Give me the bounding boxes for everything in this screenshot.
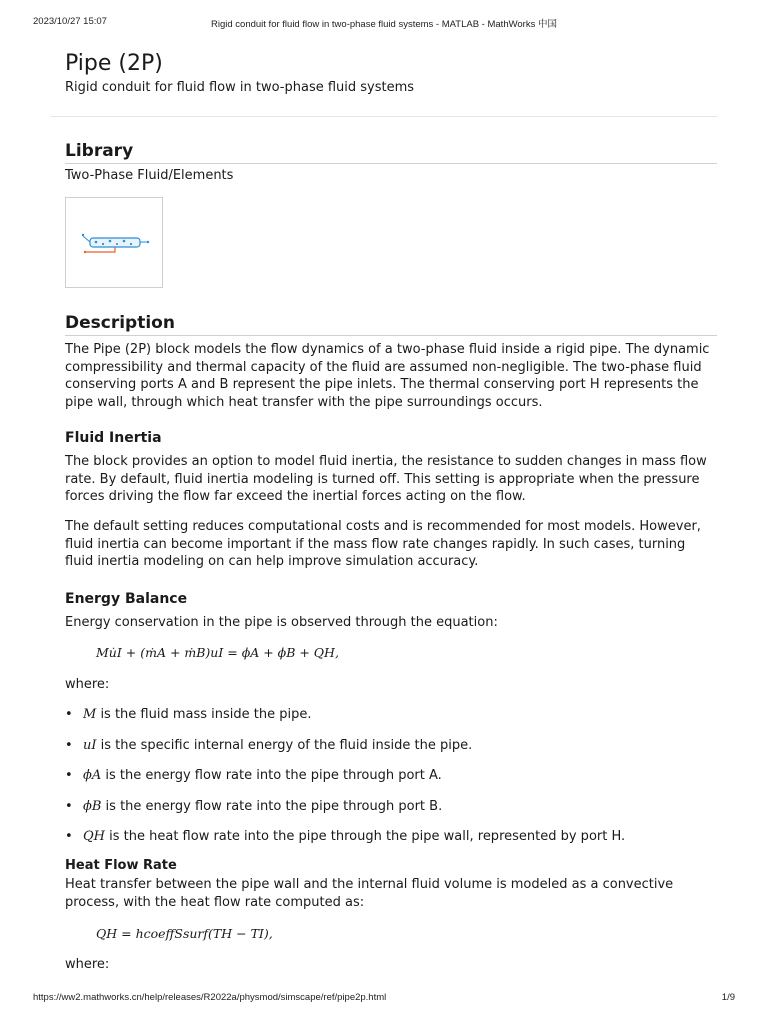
pipe-2p-block-icon: [66, 198, 162, 287]
library-section: [65, 140, 717, 183]
variable-symbol: uI: [83, 737, 97, 753]
title-divider: [50, 116, 718, 117]
variable-list: [65, 706, 717, 859]
variable-definition: is the heat flow rate into the pipe through the pipe wall, represented by port H.: [105, 829, 626, 845]
page-title-block: [65, 50, 717, 97]
variable-definition: is the energy flow rate into the pipe through port A.: [101, 768, 442, 784]
page-number: 1/9: [721, 992, 735, 1003]
print-header: [33, 16, 735, 30]
energy-balance-heading: Energy Balance: [65, 591, 188, 607]
fluid-inertia-paragraph-2: The default setting reduces computational costs and is recommended for most models. However, fluid inertia can become important if the mass flow rate changes rapidly. In such cases, turning fluid inertia modeling on can help improve simulation accuracy.: [65, 519, 701, 569]
page-title: Pipe (2P): [65, 51, 163, 76]
list-item: • QH is the heat flow rate into the pipe through the pipe wall, represented by port H.: [65, 829, 626, 845]
list-item: • ϕB is the energy flow rate into the pipe through port B.: [65, 798, 443, 814]
energy-balance-equation: Mu̇I + (ṁA + ṁB)uI = ϕA + ϕB + QH,: [96, 645, 339, 660]
energy-balance-intro: Energy conservation in the pipe is observed through the equation:: [65, 615, 498, 630]
where-label: where:: [65, 957, 110, 972]
list-item: • ϕA is the energy flow rate into the pipe through port A.: [65, 768, 442, 784]
list-item: • M is the fluid mass inside the pipe.: [65, 707, 312, 722]
heat-flow-rate-heading: Heat Flow Rate: [65, 858, 177, 873]
variable-symbol: ϕA: [83, 768, 102, 784]
fluid-inertia-paragraph-1: The block provides an option to model fluid inertia, the resistance to sudden changes in mass flow rate. By default, fluid inertia modeling is turned off. This setting is appropriate when the pressure forces driving the flow far exceed the inertial forces acting on the flow.: [65, 454, 707, 504]
fluid-inertia-heading: Fluid Inertia: [65, 430, 162, 446]
page-url: https://ww2.mathworks.cn/help/releases/R2022a/physmod/simscape/ref/pipe2p.html: [33, 992, 387, 1003]
library-path: Two-Phase Fluid/Elements: [65, 168, 234, 183]
print-footer: [33, 992, 735, 1006]
variable-definition: is the energy flow rate into the pipe through port B.: [101, 798, 443, 814]
description-heading: Description: [65, 312, 717, 336]
description-paragraph: The Pipe (2P) block models the flow dynamics of a two-phase fluid inside a rigid pipe. The dynamic compressibility and thermal capacity of the fluid are assumed non-negligible. The two-phase fluid conserving ports A and B represent the pipe inlets. The thermal conserving port H represents the pipe wall, through which heat transfer with the pipe surroundings occurs.: [65, 342, 710, 410]
description-section: [65, 312, 717, 410]
heat-flow-rate-paragraph: Heat transfer between the pipe wall and the internal fluid volume is modeled as a convective process, with the heat flow rate computed as:: [65, 877, 674, 910]
variable-symbol: QH: [83, 829, 105, 845]
variable-definition: is the specific internal energy of the fluid inside the pipe.: [96, 737, 473, 753]
variable-symbol: ϕB: [83, 798, 102, 814]
block-purpose: Rigid conduit for fluid flow in two-phase fluid systems: [65, 80, 415, 95]
variable-definition: is the fluid mass inside the pipe.: [96, 707, 312, 722]
heat-flow-rate-equation: QH = hcoeffSsurf(TH − TI),: [96, 926, 273, 941]
block-thumbnail: [65, 197, 163, 288]
where-label: where:: [65, 677, 110, 692]
list-item: • uI is the specific internal energy of the fluid inside the pipe.: [65, 737, 473, 753]
library-heading: Library: [65, 140, 717, 164]
print-page-title: Rigid conduit for fluid flow in two-phase fluid systems - MATLAB - MathWorks 中国: [211, 19, 557, 30]
print-datetime: 2023/10/27 15:07: [33, 16, 107, 27]
variable-symbol: M: [83, 707, 97, 722]
